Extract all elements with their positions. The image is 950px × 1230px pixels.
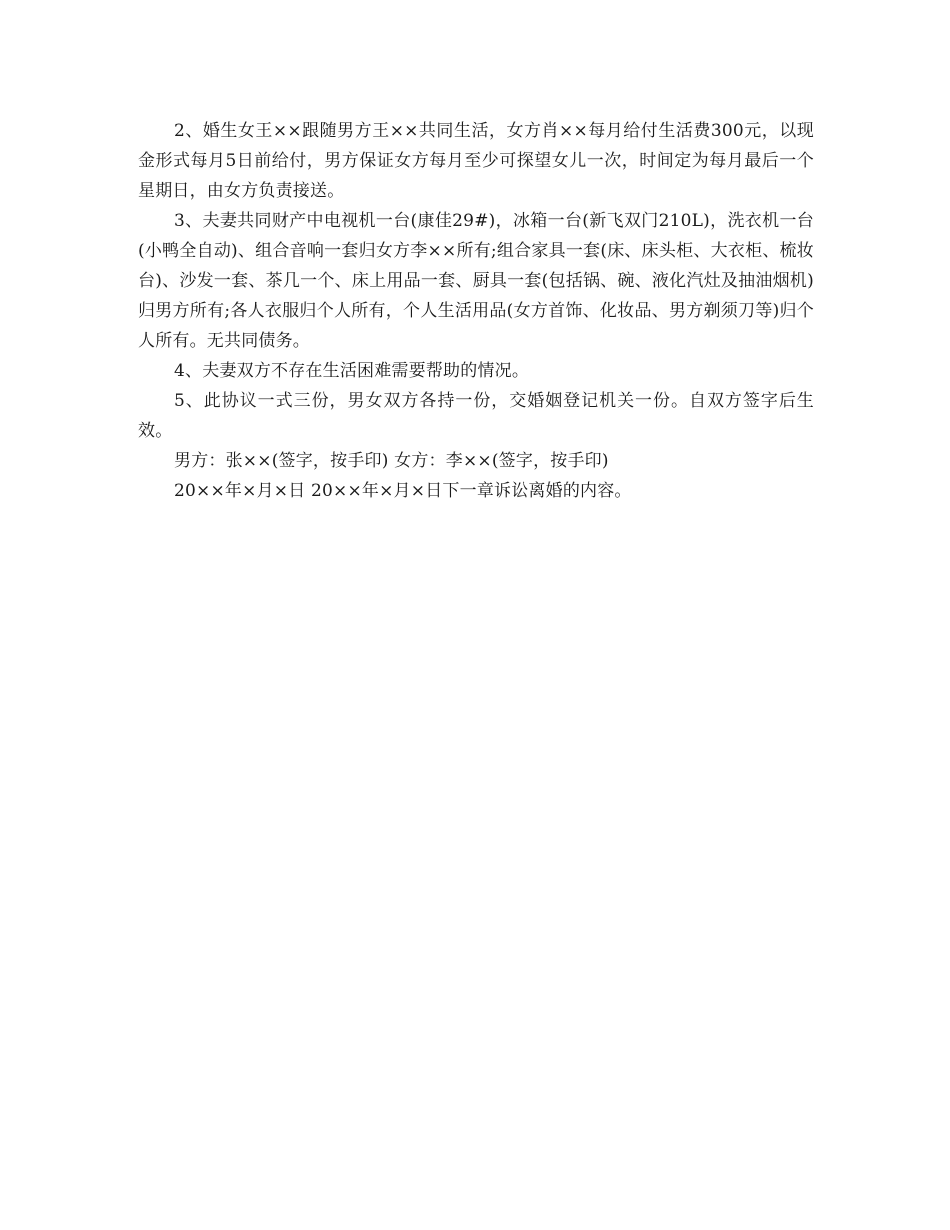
clause-no-hardship: 4、夫妻双方不存在生活困难需要帮助的情况。 (174, 361, 530, 381)
clause-copies-effect: 5、此协议一式三份，男女双方各持一份，交婚姻登记机关一份。自双方签字后生效。 (138, 391, 814, 441)
clause-child-custody: 2、婚生女王××跟随男方王××共同生活，女方肖××每月给付生活费300元，以现金形式每月5日前给付，男方保证女方每月至少可探望女儿一次，时间定为每月最后一个星期日，由女方负责接送。 (138, 121, 814, 201)
date-line: 20××年×月×日 20××年×月×日下一章诉讼离婚的内容。 (174, 481, 632, 501)
clause-property-division: 3、夫妻共同财产中电视机一台(康佳29#)，冰箱一台(新飞双门210L)，洗衣机一台(小鸭全自动)、组合音响一套归女方李××所有;组合家具一套(床、床头柜、大衣柜、梳妆台)、沙发一套、茶几一个、床上用品一套、厨具一套(包括锅、碗、液化汽灶及抽油烟机)归男方所有;各人衣服归个人所有，个人生活用品(女方首饰、化妆品、男方剃须刀等)归个人所有。无共同债务。 (138, 211, 814, 351)
signature-line: 男方：张××(签字，按手印) 女方：李××(签字，按手印) (174, 451, 609, 471)
document-body (138, 116, 814, 506)
